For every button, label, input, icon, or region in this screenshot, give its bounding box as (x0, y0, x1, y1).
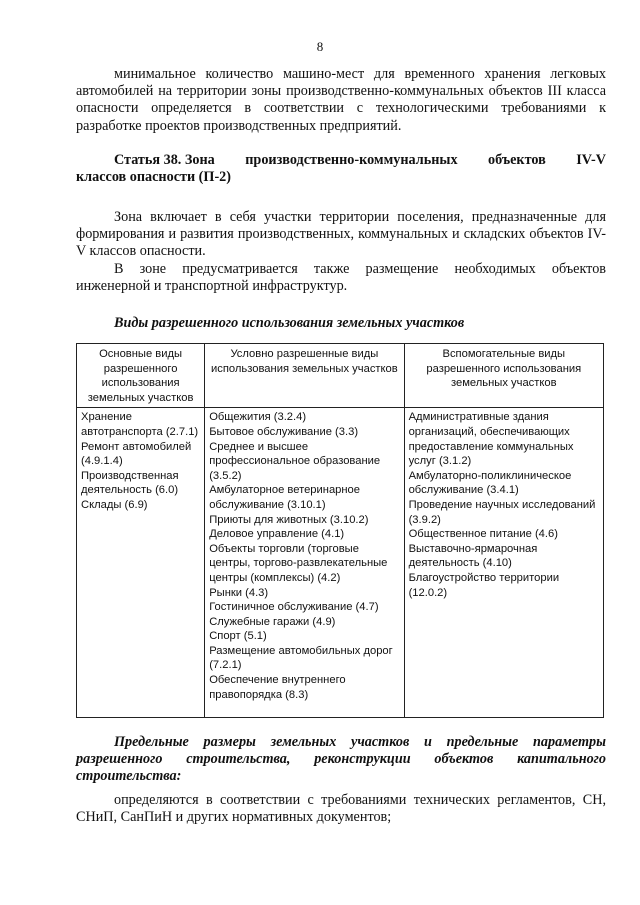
list-item: Хранение автотранспорта (2.7.1) (81, 411, 199, 438)
list-item: Приюты для животных (3.10.2) (209, 513, 369, 526)
article-heading-line1 (76, 152, 606, 169)
article-heading-line2: классов опасности (П-2) (76, 169, 231, 186)
article-heading-part: объектов (488, 152, 546, 168)
intro-paragraph: минимальное количество машино-мест для временного хранения легковых автомобилей на территории зоны производственно-коммунальных объектов III класса опасности определяется в соответствии с технологическими требованиями к разработке проектов производственных предприятий. (76, 66, 606, 134)
list-item: Выставочно-ярмарочная деятельность (4.10) (408, 542, 538, 570)
page-number: 8 (316, 39, 324, 54)
list-item: Рынки (4.3) (209, 586, 269, 599)
table-header-cell: Основные виды разрешенного использования земельных участков (77, 344, 205, 408)
table-header-cell: Вспомогательные виды разрешенного использования земельных участков (404, 344, 603, 408)
table-header-row (77, 344, 604, 408)
list-item: Служебные гаражи (4.9) (209, 615, 336, 628)
table-header-cell: Условно разрешенные виды использования земельных участков (205, 344, 404, 408)
infrastructure-paragraph: В зоне предусматривается также размещение необходимых объектов инженерной и транспортной инфраструктур. (76, 261, 606, 295)
list-item: Склады (6.9) (81, 498, 148, 511)
limits-paragraph: определяются в соответствии с требованиями технических регламентов, СН, СНиП, СанПиН и других нормативных документов; (76, 792, 606, 826)
list-item: Объекты торговли (торговые центры, торгово-развлекательные центры (комплексы) (4.2) (209, 542, 388, 584)
article-heading-part: IV-V (576, 152, 606, 168)
limits-heading: Предельные размеры земельных участков и предельные параметры разрешенного строительства, реконструкции объектов капитального строительства: (76, 734, 606, 785)
list-item: Проведение научных исследований (3.9.2) (408, 498, 596, 526)
auxiliary-uses-cell (404, 408, 603, 718)
list-item: Среднее и высшее профессиональное образование (3.5.2) (209, 440, 381, 482)
list-item: Административные здания организаций, обеспечивающих предоставление коммунальных услуг (3.1.2) (408, 411, 574, 468)
list-item: Благоустройство территории (12.0.2) (408, 571, 560, 599)
list-item: Размещение автомобильных дорог (7.2.1) (209, 644, 393, 672)
article-heading (76, 152, 606, 186)
list-item: Обеспечение внутреннего правопорядка (8.3) (209, 674, 346, 701)
list-item: Общественное питание (4.6) (408, 528, 558, 541)
list-item: Общежития (3.2.4) (209, 411, 307, 424)
list-item: Деловое управление (4.1) (209, 528, 345, 541)
article-heading-part: Статья 38. Зона (114, 152, 215, 168)
list-item: Спорт (5.1) (209, 630, 267, 643)
list-item: Ремонт автомобилей (4.9.1.4) (81, 440, 192, 468)
conditional-uses-cell (205, 408, 404, 718)
main-uses-cell (77, 408, 205, 718)
table-row (77, 408, 604, 718)
zone-paragraph: Зона включает в себя участки территории поселения, предназначенные для формирования и развития производственных, коммунальных и складских объектов IV-V классов опасности. (76, 209, 606, 260)
article-heading-part: производственно-коммунальных (245, 152, 458, 168)
list-item: Амбулаторно-поликлиническое обслуживание (3.4.1) (408, 469, 572, 497)
list-item: Производственная деятельность (6.0) (81, 469, 179, 497)
list-item: Амбулаторное ветеринарное обслуживание (3.10.1) (209, 484, 361, 511)
list-item: Гостиничное обслуживание (4.7) (209, 601, 379, 614)
table-title: Виды разрешенного использования земельных участков (114, 315, 465, 331)
permitted-use-table (76, 343, 604, 718)
list-item: Бытовое обслуживание (3.3) (209, 425, 359, 438)
